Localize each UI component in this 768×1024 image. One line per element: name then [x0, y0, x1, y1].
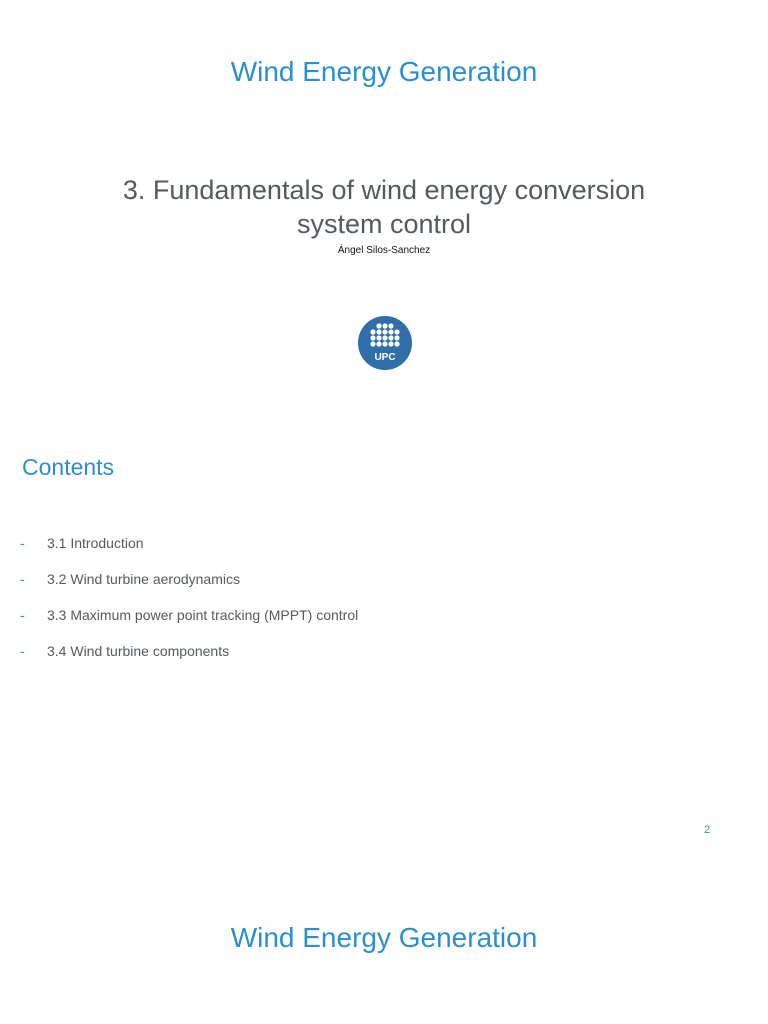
contents-item-label: 3.2 Wind turbine aerodynamics	[47, 571, 240, 587]
upc-logo	[358, 316, 412, 370]
upc-logo-text: UPC	[374, 352, 396, 363]
list-item	[20, 604, 358, 640]
bullet-dash: -	[20, 643, 25, 659]
list-item	[20, 532, 358, 568]
next-slide-header-title: Wind Energy Generation	[230, 922, 538, 953]
bullet-dash: -	[20, 607, 25, 623]
contents-item-label: 3.1 Introduction	[47, 535, 144, 551]
author-name: Ángel Silos-Sanchez	[337, 245, 431, 256]
page-number: 2	[703, 824, 711, 836]
bullet-dash: -	[20, 571, 25, 587]
list-item	[20, 640, 358, 676]
presentation-title: 3. Fundamentals of wind energy conversion system control	[122, 175, 646, 239]
contents-list	[20, 532, 358, 676]
contents-item-label: 3.4 Wind turbine components	[47, 643, 230, 659]
list-item	[20, 568, 358, 604]
contents-heading: Contents	[22, 454, 115, 480]
contents-item-label: 3.3 Maximum power point tracking (MPPT) control	[47, 607, 359, 623]
slide-header-title: Wind Energy Generation	[230, 56, 538, 87]
upc-logo-icon	[358, 316, 412, 370]
bullet-dash: -	[20, 535, 25, 551]
